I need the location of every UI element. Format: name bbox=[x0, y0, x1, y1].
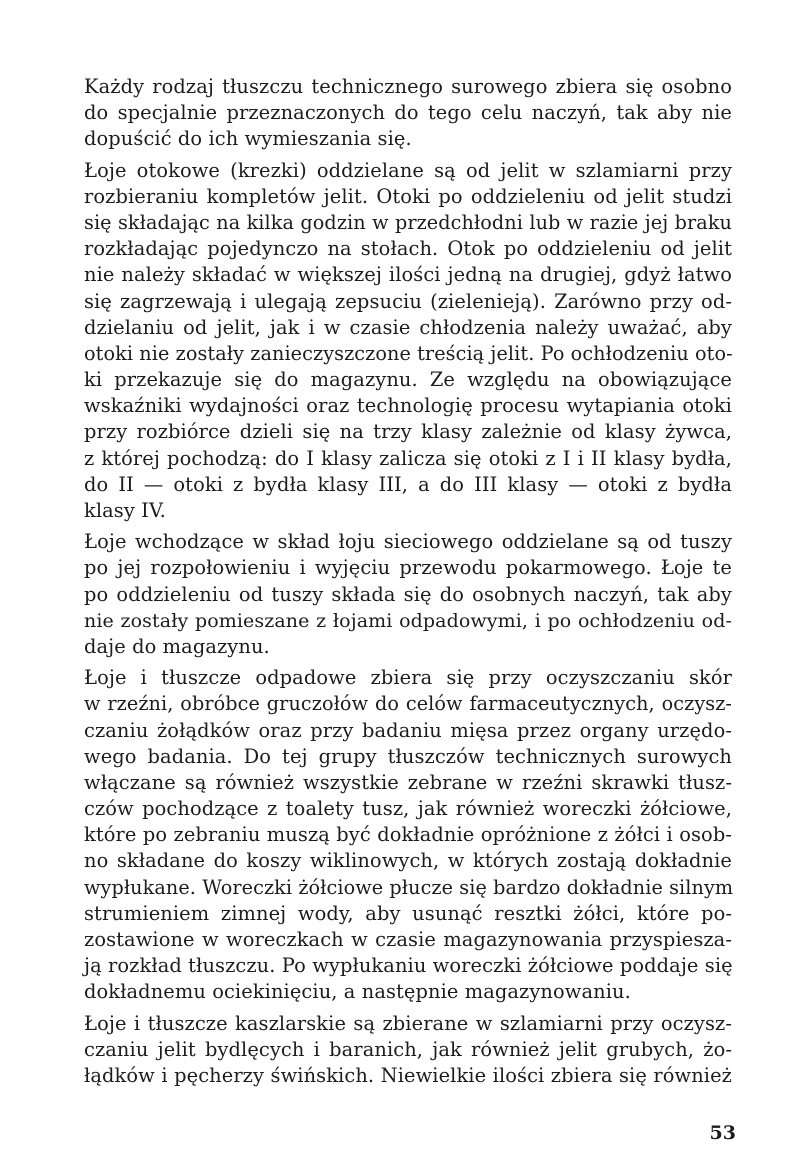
text-line: do II — otoki z bydła klasy III, a do III klasy — otoki z bydła bbox=[84, 472, 732, 496]
text-line: Łoje otokowe (krezki) oddzielane są od jelit w szlamiarni przy bbox=[84, 158, 732, 182]
text-line: czów pochodzące z toalety tusz, jak również woreczki żółciowe, bbox=[84, 797, 732, 821]
text-line: do specjalnie przeznaczonych do tego celu naczyń, tak aby nie bbox=[84, 101, 732, 125]
text-line: czaniu jelit bydlęcych i baranich, jak również jelit grubych, żo- bbox=[84, 1037, 732, 1061]
text-line: po jej rozpołowieniu i wyjęciu przewodu pokarmowego. Łoje te bbox=[84, 556, 732, 580]
text-line: się składając na kilka godzin w przedchłodni lub w razie jej braku bbox=[84, 210, 732, 234]
text-line: klasy IV. bbox=[84, 499, 166, 522]
text-line: wypłukane. Woreczki żółciowe płucze się bardzo dokładnie silnym bbox=[84, 875, 734, 899]
text-line: się zagrzewają i ulegają zepsuciu (zielenieją). Zarówno przy od- bbox=[84, 289, 732, 313]
text-line: Łoje i tłuszcze odpadowe zbiera się przy oczyszczaniu skór bbox=[84, 666, 732, 690]
text-line: przy rozbiórce dzieli się na trzy klasy zależnie od klasy żywca, bbox=[84, 420, 732, 444]
text-line: dzielaniu od jelit, jak i w czasie chłodzenia należy uważać, aby bbox=[84, 315, 732, 339]
paragraph-3 bbox=[84, 529, 732, 660]
text-line: z której pochodzą: do I klasy zalicza się otoki z I i II klasy bydła, bbox=[84, 446, 732, 470]
paragraph-2 bbox=[84, 158, 732, 525]
text-line: strumieniem zimnej wody, aby usunąć resztki żółci, które po- bbox=[84, 901, 732, 925]
text-line: po oddzieleniu od tuszy składa się do osobnych naczyń, tak aby bbox=[84, 582, 732, 606]
text-line: Każdy rodzaj tłuszczu technicznego surowego zbiera się osobno bbox=[84, 75, 732, 98]
text-line: które po zebraniu muszą być dokładnie opróżnione z żółci i osob- bbox=[84, 823, 732, 847]
text-line: wego badania. Do tej grupy tłuszczów technicznych surowych bbox=[84, 744, 732, 768]
text-line: łądków i pęcherzy świńskich. Niewielkie ilości zbiera się również bbox=[84, 1063, 732, 1087]
text-line: no składane do koszy wiklinowych, w których zostają dokładnie bbox=[84, 849, 732, 873]
text-line: ją rozkład tłuszczu. Po wypłukaniu woreczki żółciowe poddaje się bbox=[84, 954, 733, 978]
paragraph-5 bbox=[84, 1011, 732, 1090]
text-line: włączane są również wszystkie zebrane w rzeźni skrawki tłusz- bbox=[84, 770, 732, 794]
page-number: 53 bbox=[709, 1122, 736, 1144]
text-line: ki przekazuje się do magazynu. Ze względu na obowiązujące bbox=[84, 368, 732, 392]
text-line: rozkładając pojedynczo na stołach. Otok po oddzieleniu od jelit bbox=[84, 237, 732, 261]
text-line: Łoje i tłuszcze kaszlarskie są zbierane w szlamiarni przy oczysz- bbox=[84, 1011, 732, 1035]
paragraph-1 bbox=[84, 74, 732, 153]
text-line: w rzeźni, obróbce gruczołów do celów farmaceutycznych, oczysz- bbox=[84, 692, 732, 716]
text-line: zostawione w woreczkach w czasie magazynowania przyspiesza- bbox=[84, 928, 732, 951]
text-line: dokładnemu ociekinięciu, a następnie magazynowaniu. bbox=[84, 980, 631, 1004]
text-line: dopuścić do ich wymieszania się. bbox=[84, 127, 412, 151]
text-line: otoki nie zostały zanieczyszczone treścią jelit. Po ochłodzeniu oto- bbox=[84, 341, 733, 365]
paragraph-4 bbox=[84, 665, 732, 1005]
text-line: czaniu żołądków oraz przy badaniu mięsa przez organy urzędo- bbox=[84, 718, 732, 742]
text-line: wskaźniki wydajności oraz technologię procesu wytapiania otoki bbox=[84, 394, 732, 418]
text-line: Łoje wchodzące w skład łoju sieciowego oddzielane są od tuszy bbox=[84, 530, 732, 554]
page-body bbox=[84, 74, 732, 1089]
text-line: rozbieraniu kompletów jelit. Otoki po oddzieleniu od jelit studzi bbox=[84, 184, 732, 208]
text-line: nie zostały pomieszane z łojami odpadowymi, i po ochłodzeniu od- bbox=[84, 609, 732, 632]
text-line: nie należy składać w większej ilości jedną na drugiej, gdyż łatwo bbox=[84, 263, 732, 287]
text-line: daje do magazynu. bbox=[84, 634, 270, 658]
